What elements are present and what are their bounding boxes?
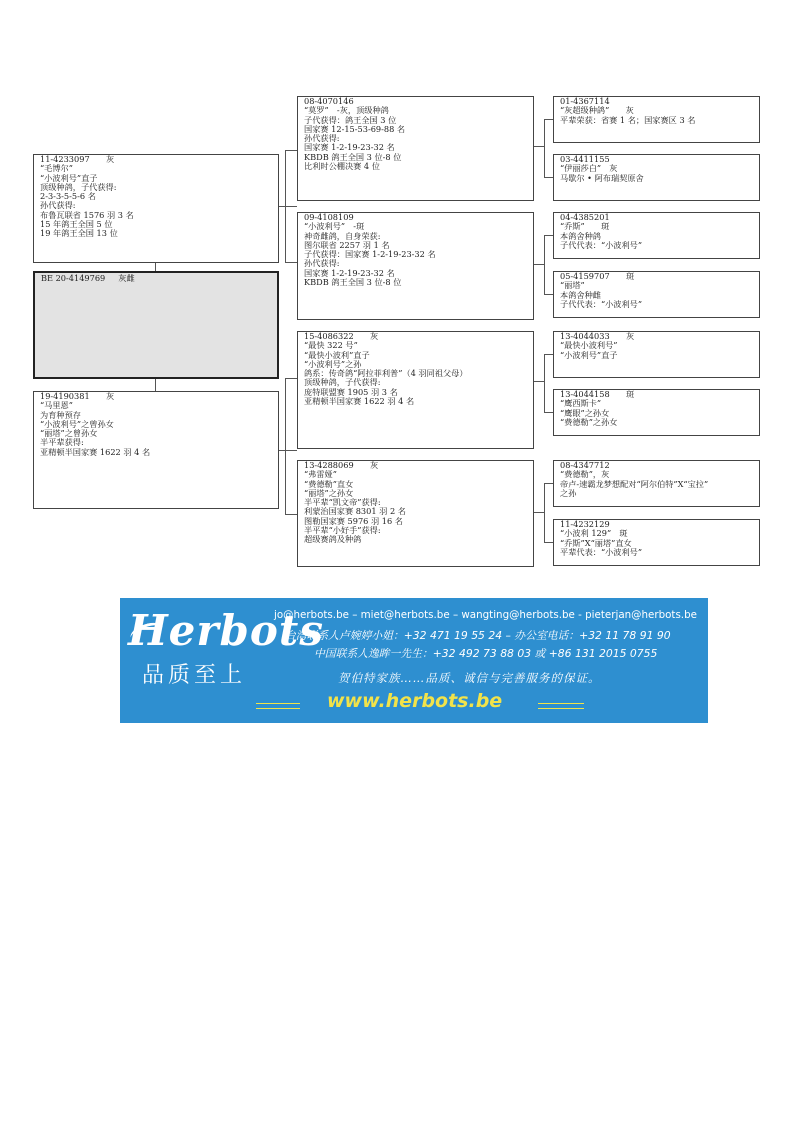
pedigree-line: 利蒙治国家赛 8301 羽 2 名 bbox=[304, 506, 406, 517]
pedigree-line: 图勒国家赛 5976 羽 16 名 bbox=[304, 515, 403, 526]
pedigree-line: 庞特联盟赛 1905 羽 3 名 bbox=[304, 386, 398, 397]
subject-pigeon-box bbox=[33, 271, 279, 379]
pedigree-line: “鹰西斯卡” bbox=[560, 398, 602, 409]
pedigree-line: “小波利号”直子 bbox=[560, 349, 618, 360]
connector-line bbox=[544, 119, 545, 177]
pedigree-line: 19 年鸽王全国 13 位 bbox=[40, 228, 118, 239]
great-grandparent-box bbox=[553, 154, 760, 201]
pedigree-line: KBDB 鸽王全国 3 位-8 位 bbox=[304, 277, 402, 288]
connector-line bbox=[278, 206, 297, 207]
connector-line bbox=[533, 381, 544, 382]
connector-line bbox=[285, 262, 297, 263]
pedigree-line: “最快小波利号” bbox=[560, 340, 618, 351]
pedigree-line: 亚精顿半国家赛 1622 羽 4 名 bbox=[304, 396, 415, 407]
ring-number: 15-4086322 灰 bbox=[304, 331, 379, 341]
connector-line bbox=[285, 150, 297, 151]
great-grandparent-box bbox=[553, 460, 760, 507]
pedigree-line: 比利时公棚决赛 4 位 bbox=[304, 161, 380, 172]
connector-line bbox=[544, 235, 545, 294]
pedigree-line: 子代代表：“小波利号” bbox=[560, 239, 643, 250]
pedigree-line: “乔斯”X“丽塔”直女 bbox=[560, 537, 632, 548]
ring-number: 19-4190381 灰 bbox=[40, 391, 115, 401]
ring-number: 13-4044158 斑 bbox=[560, 389, 635, 399]
herbots-logo: Herbots bbox=[128, 606, 324, 655]
ring-number: 05-4159707 斑 bbox=[560, 271, 635, 281]
pedigree-line: 子代获得：鸽王全国 3 位 bbox=[304, 114, 397, 125]
pedigree-line: KBDB 鸽王全国 3 位-8 位 bbox=[304, 151, 402, 162]
ring-number: 13-4044033 灰 bbox=[560, 331, 635, 341]
connector-line bbox=[544, 483, 545, 542]
pedigree-line: “灰超级种鸽” 灰 bbox=[560, 105, 634, 116]
pedigree-line: 国家赛 12-15-53-69-88 名 bbox=[304, 123, 406, 134]
connector-line bbox=[544, 235, 553, 236]
pedigree-line: “丽塔” bbox=[560, 280, 585, 291]
pedigree-line: 马歇尔 • 阿布瑞契原舍 bbox=[560, 172, 644, 183]
pedigree-line: 半平辈“凯文帝”获得: bbox=[304, 497, 381, 508]
pedigree-line: 布鲁瓦联省 1576 羽 3 名 bbox=[40, 209, 134, 220]
connector-line bbox=[278, 450, 297, 451]
pedigree-line: 神奇雌鸽，自身荣获: bbox=[304, 230, 381, 241]
pedigree-line: “马里恩” bbox=[40, 400, 73, 411]
pedigree-line: “毛博尔” bbox=[40, 163, 73, 174]
pedigree-line: “小波利 129” 斑 bbox=[560, 528, 628, 539]
connector-line bbox=[544, 119, 553, 120]
great-grandparent-box bbox=[553, 331, 760, 378]
pedigree-line: 图尔联省 2257 羽 1 名 bbox=[304, 239, 390, 250]
connector-line bbox=[533, 146, 544, 147]
pedigree-line: “伊丽莎白” 灰 bbox=[560, 163, 618, 174]
sire-dam-box bbox=[297, 212, 534, 320]
connector-line bbox=[285, 514, 297, 515]
pedigree-line: 15 年鸽王全国 5 位 bbox=[40, 219, 113, 230]
great-grandparent-box bbox=[553, 271, 760, 318]
great-grandparent-box bbox=[553, 389, 760, 436]
pedigree-line: “小波利号” -斑 bbox=[304, 221, 365, 232]
pedigree-line: 顶级种鸽，子代获得: bbox=[304, 377, 381, 388]
banner-tagline: 品质至上 bbox=[142, 663, 247, 688]
pedigree-line: “费德勒”直女 bbox=[304, 478, 354, 489]
connector-line bbox=[285, 378, 286, 514]
pedigree-line: “最快小波利”直子 bbox=[304, 349, 370, 360]
pedigree-line: 子代获得：国家赛 1-2-19-23-32 名 bbox=[304, 249, 436, 260]
website-link[interactable]: www.herbots.be bbox=[327, 690, 503, 712]
connector-line bbox=[544, 294, 553, 295]
connector-line bbox=[533, 264, 544, 265]
ring-number: 13-4288069 灰 bbox=[304, 460, 379, 470]
banner-emails[interactable]: jo@herbots.be – miet@herbots.be – wangting@herbots.be - pieterjan@herbots.be bbox=[274, 609, 697, 621]
herbots-banner bbox=[120, 598, 708, 723]
connector-line bbox=[544, 177, 553, 178]
pedigree-line: “最快 322 号” bbox=[304, 340, 358, 351]
great-grandparent-box bbox=[553, 96, 760, 143]
ring-number: 09-4108109 bbox=[304, 212, 354, 222]
china-contact: 中国联系人逸眸一先生：+32 492 73 88 03 或 +86 131 2015 0755 bbox=[314, 647, 658, 660]
pedigree-line: 国家赛 1-2-19-23-32 名 bbox=[304, 142, 395, 153]
decorative-line bbox=[256, 703, 300, 709]
connector-line bbox=[544, 483, 553, 484]
pedigree-line: “鹰眼”之孙女 bbox=[560, 407, 610, 418]
connector-line bbox=[533, 512, 544, 513]
pedigree-line: “弗雷娅” bbox=[304, 469, 337, 480]
pedigree-line: 本鸽舍种鸽 bbox=[560, 230, 601, 241]
pedigree-line: 2-3-3-5-5-6 名 bbox=[40, 191, 96, 202]
ring-number: 01-4367114 bbox=[560, 96, 610, 106]
pedigree-line: 顶级种鸽，子代获得: bbox=[40, 181, 117, 192]
pedigree-line: “费德勒”之孙女 bbox=[560, 416, 618, 427]
pedigree-line: “丽塔”之孙女 bbox=[304, 487, 354, 498]
pedigree-line: 平辈代表：“小波利号” bbox=[560, 546, 643, 557]
pedigree-line: 平辈荣获：省赛 1 名；国家赛区 3 名 bbox=[560, 114, 696, 125]
connector-line bbox=[285, 378, 297, 379]
pedigree-line: 超级赛鸽及种鸽 bbox=[304, 534, 362, 545]
banner-slogan: 贺伯特家族……品质、诚信与完善服务的保证。 bbox=[338, 671, 601, 685]
pedigree-line: “小波利号”直子 bbox=[40, 172, 98, 183]
ring-number: 08-4347712 bbox=[560, 460, 610, 470]
pedigree-line: 半平辈“小好手”获得: bbox=[304, 525, 381, 536]
subject-ring-number: BE 20-4149769 bbox=[41, 273, 106, 283]
connector-line bbox=[155, 262, 156, 271]
pedigree-line: 为育种预存 bbox=[40, 409, 81, 420]
ring-number: 11-4232129 bbox=[560, 519, 610, 529]
great-grandparent-box bbox=[553, 212, 760, 259]
pedigree-line: 本鸽舍种雌 bbox=[560, 289, 601, 300]
pedigree-line: “小波利号”之孙 bbox=[304, 358, 362, 369]
pedigree-line: 孙代获得: bbox=[40, 200, 76, 211]
pedigree-line: 半平辈获得: bbox=[40, 437, 84, 448]
connector-line bbox=[544, 354, 553, 355]
sire-box bbox=[33, 154, 279, 263]
pedigree-line: 国家赛 1-2-19-23-32 名 bbox=[304, 267, 395, 278]
pedigree-line: “丽塔”之曾孙女 bbox=[40, 428, 98, 439]
pedigree-line: 之孙 bbox=[560, 487, 577, 498]
pedigree-line: 帝卢-速霸龙梦想配对“阿尔伯特”X“宝拉” bbox=[560, 478, 709, 489]
pedigree-line: 子代代表：“小波利号” bbox=[560, 298, 643, 309]
connector-line bbox=[544, 412, 553, 413]
pedigree-line: “费德勒”，灰 bbox=[560, 469, 610, 480]
pedigree-line: “小波利号”之曾孙女 bbox=[40, 418, 114, 429]
pedigree-line: “乔斯” 斑 bbox=[560, 221, 610, 232]
ring-number: 11-4233097 灰 bbox=[40, 154, 115, 164]
ring-number: 04-4385201 bbox=[560, 212, 610, 222]
connector-line bbox=[155, 378, 156, 391]
pedigree-line: 亚精顿半国家赛 1622 羽 4 名 bbox=[40, 446, 151, 457]
taiwan-contact: 台湾联系人卢婉婷小姐：+32 471 19 55 24 – 办公室电话：+32 11 78 91 90 bbox=[285, 629, 671, 642]
pedigree-line: 孙代获得: bbox=[304, 258, 340, 269]
pedigree-line: “莫罗” -灰，顶级种鸽 bbox=[304, 105, 389, 116]
subject-color: 灰雌 bbox=[118, 273, 135, 283]
connector-line bbox=[544, 354, 545, 412]
dam-box bbox=[33, 391, 279, 509]
sire-sire-box bbox=[297, 96, 534, 201]
ring-number: 08-4070146 bbox=[304, 96, 354, 106]
pedigree-line: 鸽系：传奇鸽“阿拉菲利普”（4 羽同祖父母） bbox=[304, 368, 468, 379]
connector-line bbox=[544, 542, 553, 543]
great-grandparent-box bbox=[553, 519, 760, 566]
pedigree-line: 孙代获得: bbox=[304, 133, 340, 144]
connector-line bbox=[285, 150, 286, 262]
ring-number: 03-4411155 bbox=[560, 154, 610, 164]
dam-sire-box bbox=[297, 331, 534, 449]
dam-dam-box bbox=[297, 460, 534, 567]
decorative-line bbox=[538, 703, 584, 709]
